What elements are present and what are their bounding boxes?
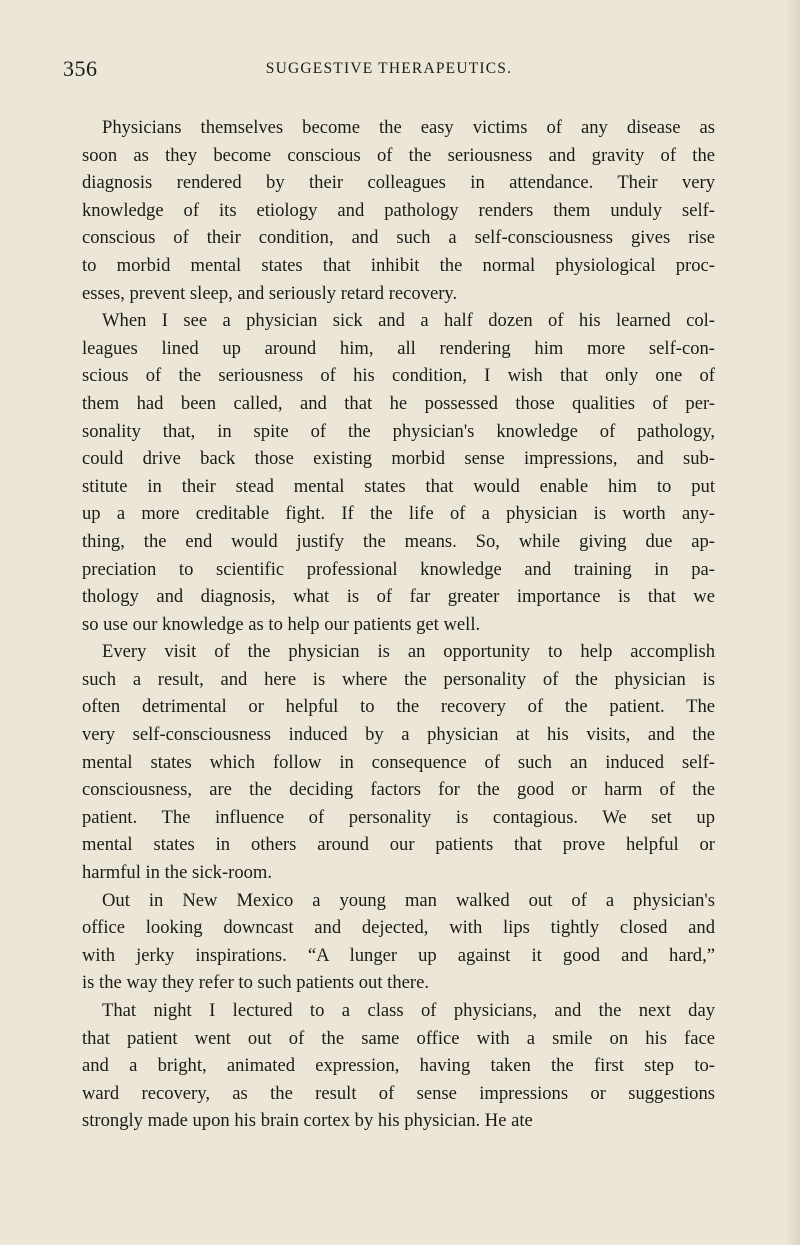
text-line: often detrimental or helpful to the recovery of the patient. The [82,696,715,718]
text-line: thing, the end would justify the means. So, while giving due ap- [82,530,715,552]
text-line: sonality that, in spite of the physician's knowledge of pathology, [82,420,715,442]
text-line: office looking downcast and dejected, with lips tightly closed and [82,917,715,939]
text-line: such a result, and here is where the personality of the physician is [82,668,715,690]
text-line: mental states in others around our patients that prove helpful or [82,834,715,856]
text-line: is the way they refer to such patients out there. [82,972,429,994]
running-head: SUGGESTIVE THERAPEUTICS. [265,60,513,77]
text-line: ward recovery, as the result of sense impressions or suggestions [82,1082,715,1104]
paragraph [82,997,715,1135]
page-header [63,56,715,82]
text-line: harmful in the sick-room. [82,862,273,884]
text-line: with jerky inspirations. “A lunger up against it good and hard,” [82,944,715,966]
text-line: so use our knowledge as to help our patients get well. [82,613,481,635]
text-line: mental states which follow in consequence of such an induced self- [82,751,715,773]
text-line: that patient went out of the same office with a smile on his face [82,1027,715,1049]
text-line: When I see a physician sick and a half dozen of his learned col- [102,310,715,332]
text-line: Out in New Mexico a young man walked out of a physician's [102,889,715,911]
paragraph [82,114,715,307]
text-line: esses, prevent sleep, and seriously retard recovery. [82,282,458,304]
text-line: stitute in their stead mental states that would enable him to put [82,475,715,497]
paragraph [82,307,715,638]
text-line: Physicians themselves become the easy victims of any disease as [102,117,715,138]
text-line: up a more creditable fight. If the life of a physician is worth any- [82,503,715,525]
text-line: Every visit of the physician is an opportunity to help accomplish [102,641,715,663]
text-line: conscious of their condition, and such a self-consciousness gives rise [82,227,715,249]
text-line: preciation to scientific professional knowledge and training in pa- [82,558,715,580]
text-line: diagnosis rendered by their colleagues in attendance. Their very [82,172,715,194]
text-line: That night I lectured to a class of physicians, and the next day [102,1000,715,1021]
text-line: and a bright, animated expression, having taken the first step to- [82,1055,715,1077]
body-text [82,114,715,1135]
page-edge-shadow [786,0,800,1245]
text-line: thology and diagnosis, what is of far greater importance is that we [82,586,715,608]
text-line: knowledge of its etiology and pathology renders them unduly self- [82,199,715,221]
text-line: to morbid mental states that inhibit the normal physiological proc- [82,254,715,276]
text-line: them had been called, and that he possessed those qualities of per- [82,392,715,414]
text-line: soon as they become conscious of the seriousness and gravity of the [82,144,715,166]
page-number: 356 [63,56,98,81]
text-line: very self-consciousness induced by a physician at his visits, and the [82,724,715,746]
text-line: leagues lined up around him, all rendering him more self-con- [82,337,715,359]
text-line: consciousness, are the deciding factors for the good or harm of the [82,779,715,801]
text-line: patient. The influence of personality is contagious. We set up [82,806,715,828]
text-line: scious of the seriousness of his condition, I wish that only one of [82,365,715,387]
paragraph [82,638,715,886]
text-line: strongly made upon his brain cortex by his physician. He ate [82,1110,533,1132]
paragraph [82,887,715,997]
text-line: could drive back those existing morbid sense impressions, and sub- [82,448,715,470]
